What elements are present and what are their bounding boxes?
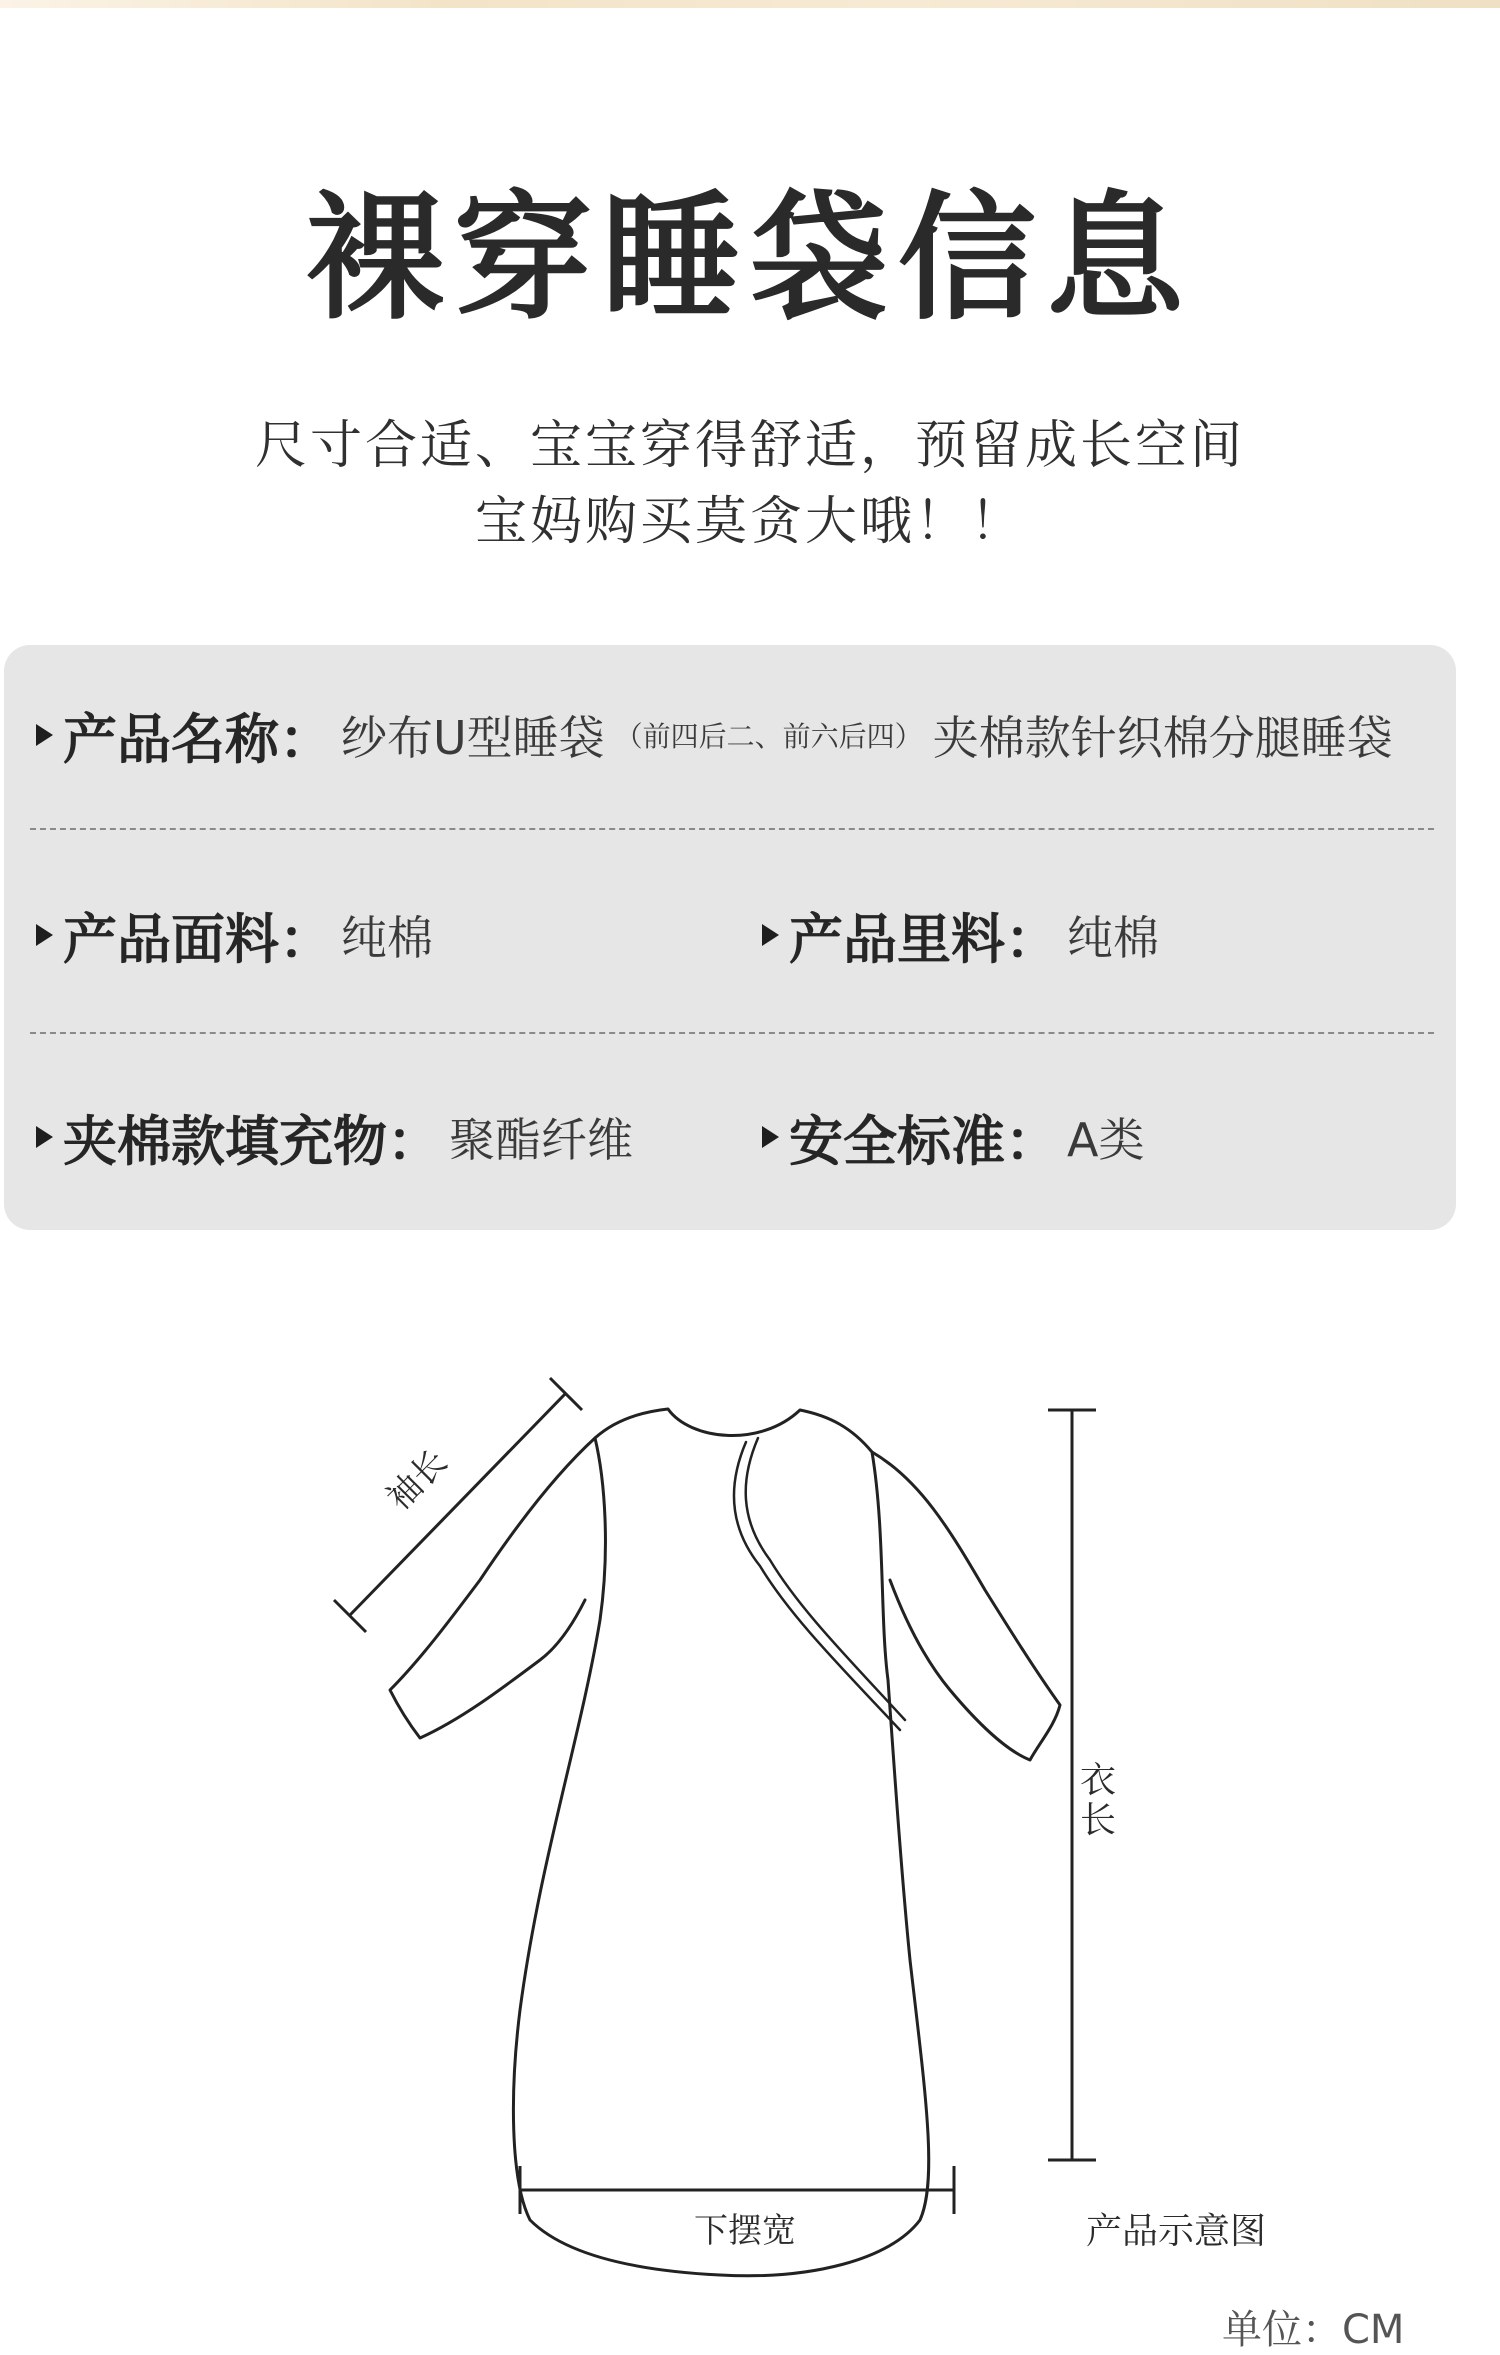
info-filling-label: 夹棉款填充物： (63, 1109, 441, 1173)
unit-label: 单位：CM (1222, 2307, 1405, 2353)
info-fabric-label: 产品面料： (63, 907, 333, 971)
info-safety (762, 1099, 1144, 1176)
diagram-caption: 产品示意图 (1086, 2211, 1267, 2252)
info-lining (762, 897, 1159, 974)
info-fabric-value: 纯棉 (341, 911, 433, 965)
bullet-arrow-icon (36, 724, 53, 746)
bullet-arrow-icon (36, 1126, 53, 1148)
info-fabric (36, 897, 433, 974)
hem-width-dimension (520, 2166, 954, 2214)
body-length-label-1: 衣 (1079, 1760, 1117, 1801)
subtitle-line-1: 尺寸合适、宝宝穿得舒适，预留成长空间 (254, 416, 1245, 476)
product-info-panel (4, 645, 1456, 1230)
sleeping-bag-outline (390, 1409, 1060, 2280)
sleeve-length-dimension (334, 1378, 582, 1632)
bullet-arrow-icon (36, 924, 53, 946)
info-row-name (4, 690, 1456, 780)
info-row-material (4, 890, 1456, 980)
body-length-label-2: 长 (1079, 1800, 1117, 1841)
info-name-note: （前四后二、前六后四） (614, 720, 923, 753)
subtitle-line-2: 宝妈购买莫贪大哦！！ (474, 492, 1025, 552)
info-name-value2: 夹棉款针织棉分腿睡袋 (932, 711, 1393, 765)
info-safety-value: A类 (1067, 1113, 1145, 1167)
info-safety-label: 安全标准： (789, 1109, 1059, 1173)
divider (30, 828, 1434, 830)
info-filling (36, 1099, 633, 1176)
bullet-arrow-icon (762, 924, 779, 946)
info-filling-value: 聚酯纤维 (449, 1113, 633, 1167)
sleeve-length-label: 袖长 (379, 1442, 456, 1519)
info-row-filling (4, 1092, 1456, 1182)
info-name-value: 纱布U型睡袋 (341, 711, 605, 765)
hem-width-label: 下摆宽 (694, 2211, 796, 2251)
sleeping-bag-diagram (0, 1320, 1500, 2280)
info-lining-value: 纯棉 (1067, 911, 1159, 965)
info-name (36, 697, 1393, 774)
info-name-label: 产品名称： (63, 707, 333, 771)
divider (30, 1032, 1434, 1034)
bullet-arrow-icon (762, 1126, 779, 1148)
info-lining-label: 产品里料： (789, 907, 1059, 971)
page-title: 裸穿睡袋信息 (305, 178, 1194, 339)
top-decor-strip (0, 0, 1500, 8)
